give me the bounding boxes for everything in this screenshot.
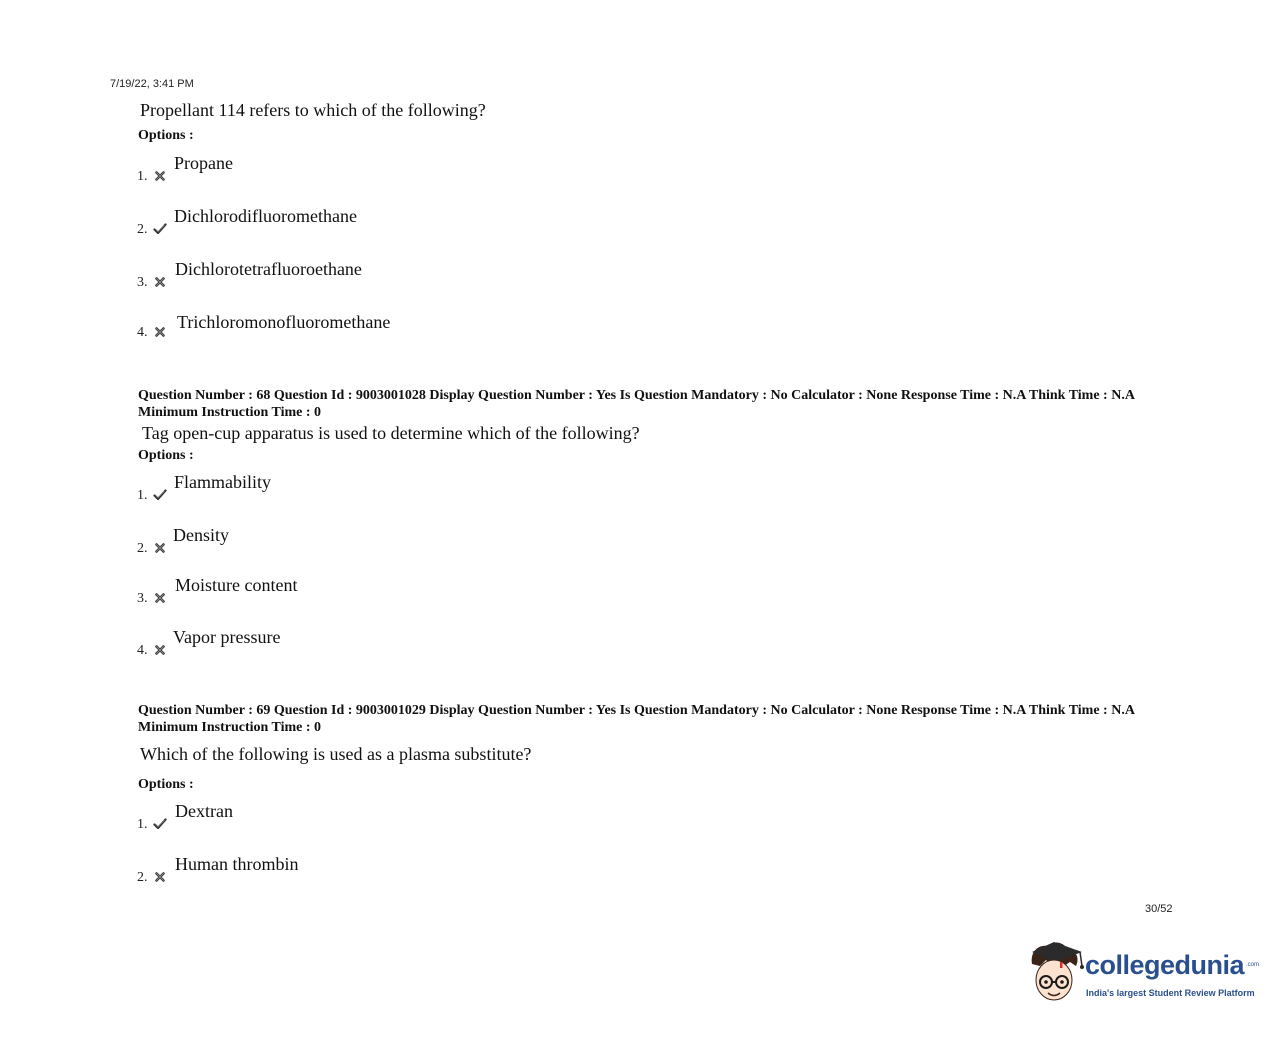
cross-icon xyxy=(153,643,167,657)
page-timestamp: 7/19/22, 3:41 PM xyxy=(110,78,194,90)
question-meta: Question Number : 68 Question Id : 9003001028 Display Question Number : Yes Is Question Mandatory : No Calculator : None Response Time : N.A Think Time : N.A Minimum Instruction Time : 0 xyxy=(138,388,1135,420)
cross-icon xyxy=(153,325,167,339)
option-text: Flammability xyxy=(174,472,271,492)
option-text: Dichlorotetrafluoroethane xyxy=(175,259,362,279)
page-number: 30/52 xyxy=(1145,903,1173,915)
cross-icon xyxy=(153,591,167,605)
option-text: Vapor pressure xyxy=(173,627,281,647)
option-text: Dichlorodifluoromethane xyxy=(174,206,357,226)
option-text: Density xyxy=(173,525,229,545)
check-icon xyxy=(153,488,167,502)
logo-brand-name: collegedunia xyxy=(1085,950,1245,980)
check-icon xyxy=(153,222,167,236)
option-number: 3. xyxy=(137,275,148,290)
question-text: Tag open-cup apparatus is used to determine which of the following? xyxy=(142,423,640,443)
mascot-icon xyxy=(1024,938,1086,1010)
option-text: Trichloromonofluoromethane xyxy=(177,312,391,332)
check-icon xyxy=(153,817,167,831)
question-text: Which of the following is used as a plasma substitute? xyxy=(140,744,532,764)
options-label: Options : xyxy=(138,448,194,463)
cross-icon xyxy=(153,870,167,884)
cross-icon xyxy=(153,275,167,289)
option-text: Moisture content xyxy=(175,575,298,595)
cross-icon xyxy=(153,169,167,183)
options-label: Options : xyxy=(138,777,194,792)
question-text: Propellant 114 refers to which of the following? xyxy=(140,100,486,120)
option-number: 1. xyxy=(137,488,148,503)
options-label: Options : xyxy=(138,128,194,143)
cross-icon xyxy=(153,541,167,555)
option-number: 4. xyxy=(137,325,148,340)
option-number: 4. xyxy=(137,643,148,658)
logo-tagline: India's largest Student Review Platform xyxy=(1086,988,1255,998)
option-number: 2. xyxy=(137,870,148,885)
option-number: 2. xyxy=(137,541,148,556)
option-text: Propane xyxy=(174,153,233,173)
logo-suffix: .com xyxy=(1246,962,1260,968)
option-number: 1. xyxy=(137,817,148,832)
option-number: 3. xyxy=(137,591,148,606)
option-number: 1. xyxy=(137,169,148,184)
option-text: Dextran xyxy=(175,801,233,821)
collegedunia-logo xyxy=(1024,938,1260,1010)
question-meta: Question Number : 69 Question Id : 9003001029 Display Question Number : Yes Is Question Mandatory : No Calculator : None Response Time : N.A Think Time : N.A Minimum Instruction Time : 0 xyxy=(138,703,1135,735)
option-text: Human thrombin xyxy=(175,854,299,874)
option-number: 2. xyxy=(137,222,148,237)
